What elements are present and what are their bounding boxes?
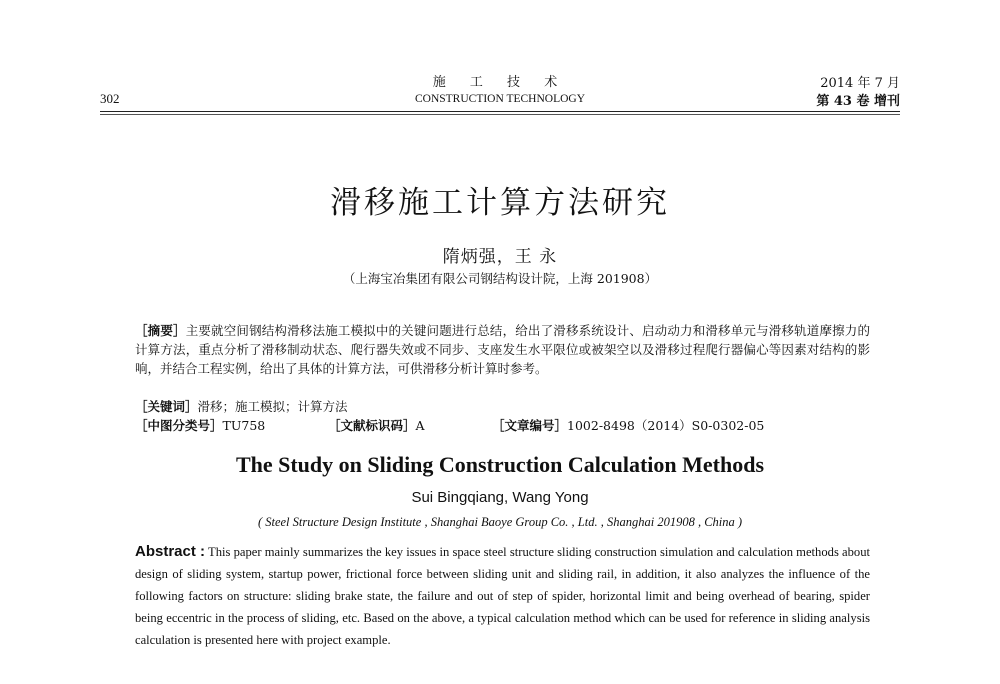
clc-number — [135, 416, 265, 435]
journal-name-en: CONSTRUCTION TECHNOLOGY — [414, 93, 586, 105]
article-no-value: 1002-8498（2014）S0-0302-05 — [567, 418, 765, 433]
clc-label: ［中图分类号］ — [135, 418, 223, 433]
abstract-en-text: This paper mainly summarizes the key issues in space steel structure sliding construction simulation and calculation methods about design of sliding system, startup power, frictional force between sliding unit and sliding rail, in addition, it also analyzes the influence of the following factors on structure: sliding brake state, the failure and out of step of spider, horizontal limit and being overhead of bearing, spider being eccentric in the process of sliding, etc. Based on the above, a typical calculation method which can be used for reference in sliding analysis calculation is presented here with project example. — [135, 545, 871, 647]
affiliation-en: ( Steel Structure Design Institute , Shanghai Baoye Group Co. , Ltd. , Shanghai 201908 , China ) — [257, 515, 743, 529]
document-code — [328, 416, 425, 435]
header-rule-thin — [100, 114, 900, 115]
issue-info — [760, 75, 900, 111]
abstract-cn — [135, 321, 870, 378]
issue-date: 2014 年 7 月 — [820, 76, 900, 91]
keywords-cn-text: 滑移；施工模拟；计算方法 — [197, 399, 348, 414]
abstract-cn-text: 主要就空间钢结构滑移法施工模拟中的关键问题进行总结，给出了滑移系统设计、启动动力和滑移单元与滑移轨道摩擦力的计算方法，重点分析了滑移制动状态、爬行器失效或不同步、支座发生水平限位或被架空以及滑移过程爬行器偏心等因素对结构的影响，并结合工程实例，给出了具体的计算方法，可供滑移分析计算时参考。 — [135, 323, 870, 376]
clc-value: TU758 — [222, 418, 266, 433]
journal-name-cn: 施 工 技 术 — [432, 75, 568, 90]
abstract-en — [135, 541, 870, 651]
keywords-cn — [135, 397, 870, 416]
doc-code-value: A — [415, 418, 425, 433]
issue-volume: 第 43 卷 增刊 — [816, 94, 900, 109]
article-number — [492, 416, 764, 435]
affiliation-cn: （上海宝冶集团有限公司钢结构设计院，上海 201908） — [342, 271, 658, 286]
doc-code-label: ［文献标识码］ — [328, 418, 416, 433]
abstract-en-label: Abstract : — [135, 543, 206, 560]
authors-cn: 隋炳强，王 永 — [442, 247, 558, 267]
article-no-label: ［文章编号］ — [492, 418, 568, 433]
journal-name — [380, 75, 620, 107]
page-number: 302 — [100, 91, 120, 106]
keywords-cn-label: ［关键词］ — [135, 399, 198, 414]
article-title-en: The Study on Sliding Construction Calculation Methods — [235, 452, 765, 477]
abstract-cn-label: ［摘要］ — [135, 323, 186, 338]
article-title-cn: 滑移施工计算方法研究 — [330, 185, 670, 221]
header-rule-thick — [100, 111, 900, 112]
authors-en: Sui Bingqiang, Wang Yong — [411, 489, 589, 506]
